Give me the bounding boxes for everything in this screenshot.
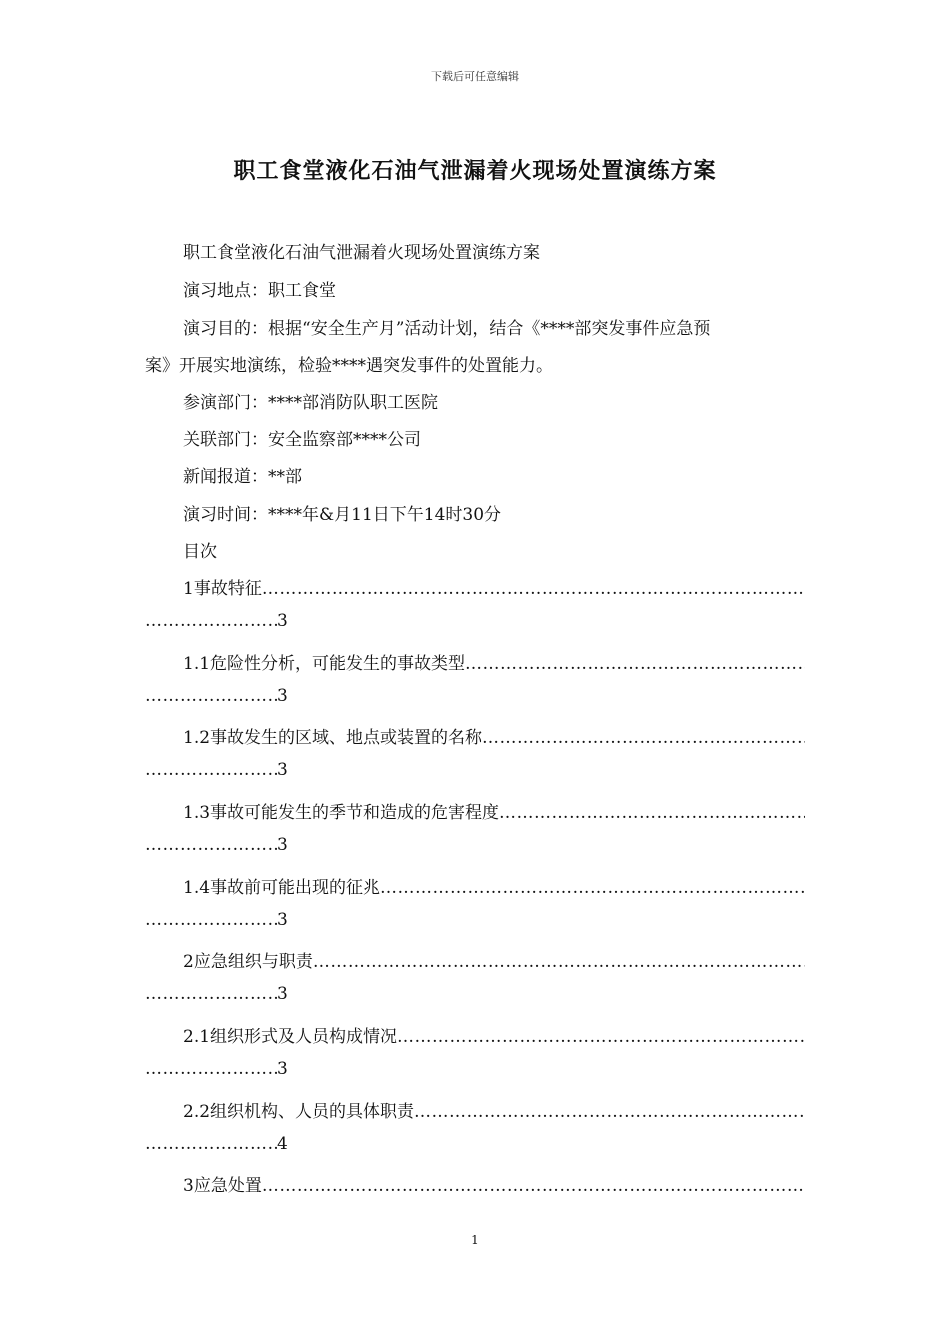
toc-entry-cont (145, 760, 288, 780)
purpose-line-cont: 案》开展实地演练，检验****遇突发事件的处置能力。 (145, 356, 553, 376)
location-line: 演习地点：职工食堂 (183, 281, 336, 301)
toc-entry-label: 2.2组织机构、人员的具体职责 (183, 1102, 415, 1121)
toc-entry-label: 1.3事故可能发生的季节和造成的危害程度 (183, 803, 500, 822)
toc-entry-label: 1.4事故前可能出现的征兆 (183, 878, 381, 897)
toc-page-number: 3 (277, 910, 288, 930)
purpose-line: 演习目的：根据“安全生产月”活动计划，结合《****部突发事件应急预 (183, 319, 711, 339)
toc-page-number: 3 (277, 1059, 288, 1079)
toc-leader (145, 910, 277, 930)
toc-leader (380, 878, 805, 897)
toc-leader (145, 686, 277, 706)
toc-entry-label: 1.1危险性分析，可能发生的事故类型 (183, 654, 466, 673)
toc-entry[interactable] (183, 873, 805, 897)
toc-leader (145, 835, 277, 855)
toc-page-number: 4 (277, 1134, 288, 1154)
toc-entry[interactable] (183, 1022, 805, 1046)
toc-entry[interactable] (183, 574, 805, 598)
toc-entry-cont (145, 686, 288, 706)
participants-line: 参演部门：****部消防队职工医院 (183, 393, 438, 413)
toc-leader (145, 984, 277, 1004)
toc-entry[interactable] (183, 1097, 805, 1121)
toc-entry-label: 2应急组织与职责 (183, 952, 313, 971)
news-line: 新闻报道：**部 (183, 467, 302, 487)
toc-entry-cont (145, 1059, 288, 1079)
toc-entry[interactable] (183, 649, 805, 673)
toc-leader (482, 728, 805, 747)
toc-entry-cont (145, 1134, 288, 1154)
toc-leader (499, 803, 805, 822)
toc-leader (465, 654, 805, 673)
toc-page-number: 3 (277, 686, 288, 706)
toc-page-number: 3 (277, 611, 288, 631)
toc-entry-label: 1事故特征 (183, 579, 262, 598)
toc-leader (313, 952, 805, 971)
subtitle: 职工食堂液化石油气泄漏着火现场处置演练方案 (183, 243, 540, 263)
related-line: 关联部门：安全监察部****公司 (183, 430, 421, 450)
toc-entry-label: 2.1组织形式及人员构成情况 (183, 1027, 398, 1046)
toc-entry[interactable] (183, 947, 805, 971)
toc-entry[interactable] (183, 798, 805, 822)
toc-leader (145, 760, 277, 780)
toc-page-number: 3 (277, 835, 288, 855)
toc-entry[interactable] (183, 723, 805, 747)
toc-leader (414, 1102, 805, 1121)
toc-entry[interactable] (183, 1171, 805, 1195)
toc-entry-cont (145, 611, 288, 631)
page-header: 下载后可任意编辑 (431, 70, 519, 83)
toc-leader (262, 1176, 805, 1195)
time-line: 演习时间：****年&月11日下午14时30分 (183, 505, 502, 525)
toc-entry-label: 1.2事故发生的区域、地点或装置的名称 (183, 728, 483, 747)
page-number: 1 (471, 1233, 479, 1247)
toc-leader (145, 611, 277, 631)
toc-leader (145, 1059, 277, 1079)
toc-page-number: 3 (277, 984, 288, 1004)
toc-entry-cont (145, 835, 288, 855)
toc-entry-label: 3应急处置 (183, 1176, 262, 1195)
toc-heading: 目次 (183, 542, 217, 562)
toc-page-number: 3 (277, 760, 288, 780)
toc-leader (262, 579, 805, 598)
document-title: 职工食堂液化石油气泄漏着火现场处置演练方案 (233, 158, 717, 184)
toc-leader (397, 1027, 805, 1046)
toc-entry-cont (145, 984, 288, 1004)
toc-entry-cont (145, 910, 288, 930)
toc-leader (145, 1134, 277, 1154)
